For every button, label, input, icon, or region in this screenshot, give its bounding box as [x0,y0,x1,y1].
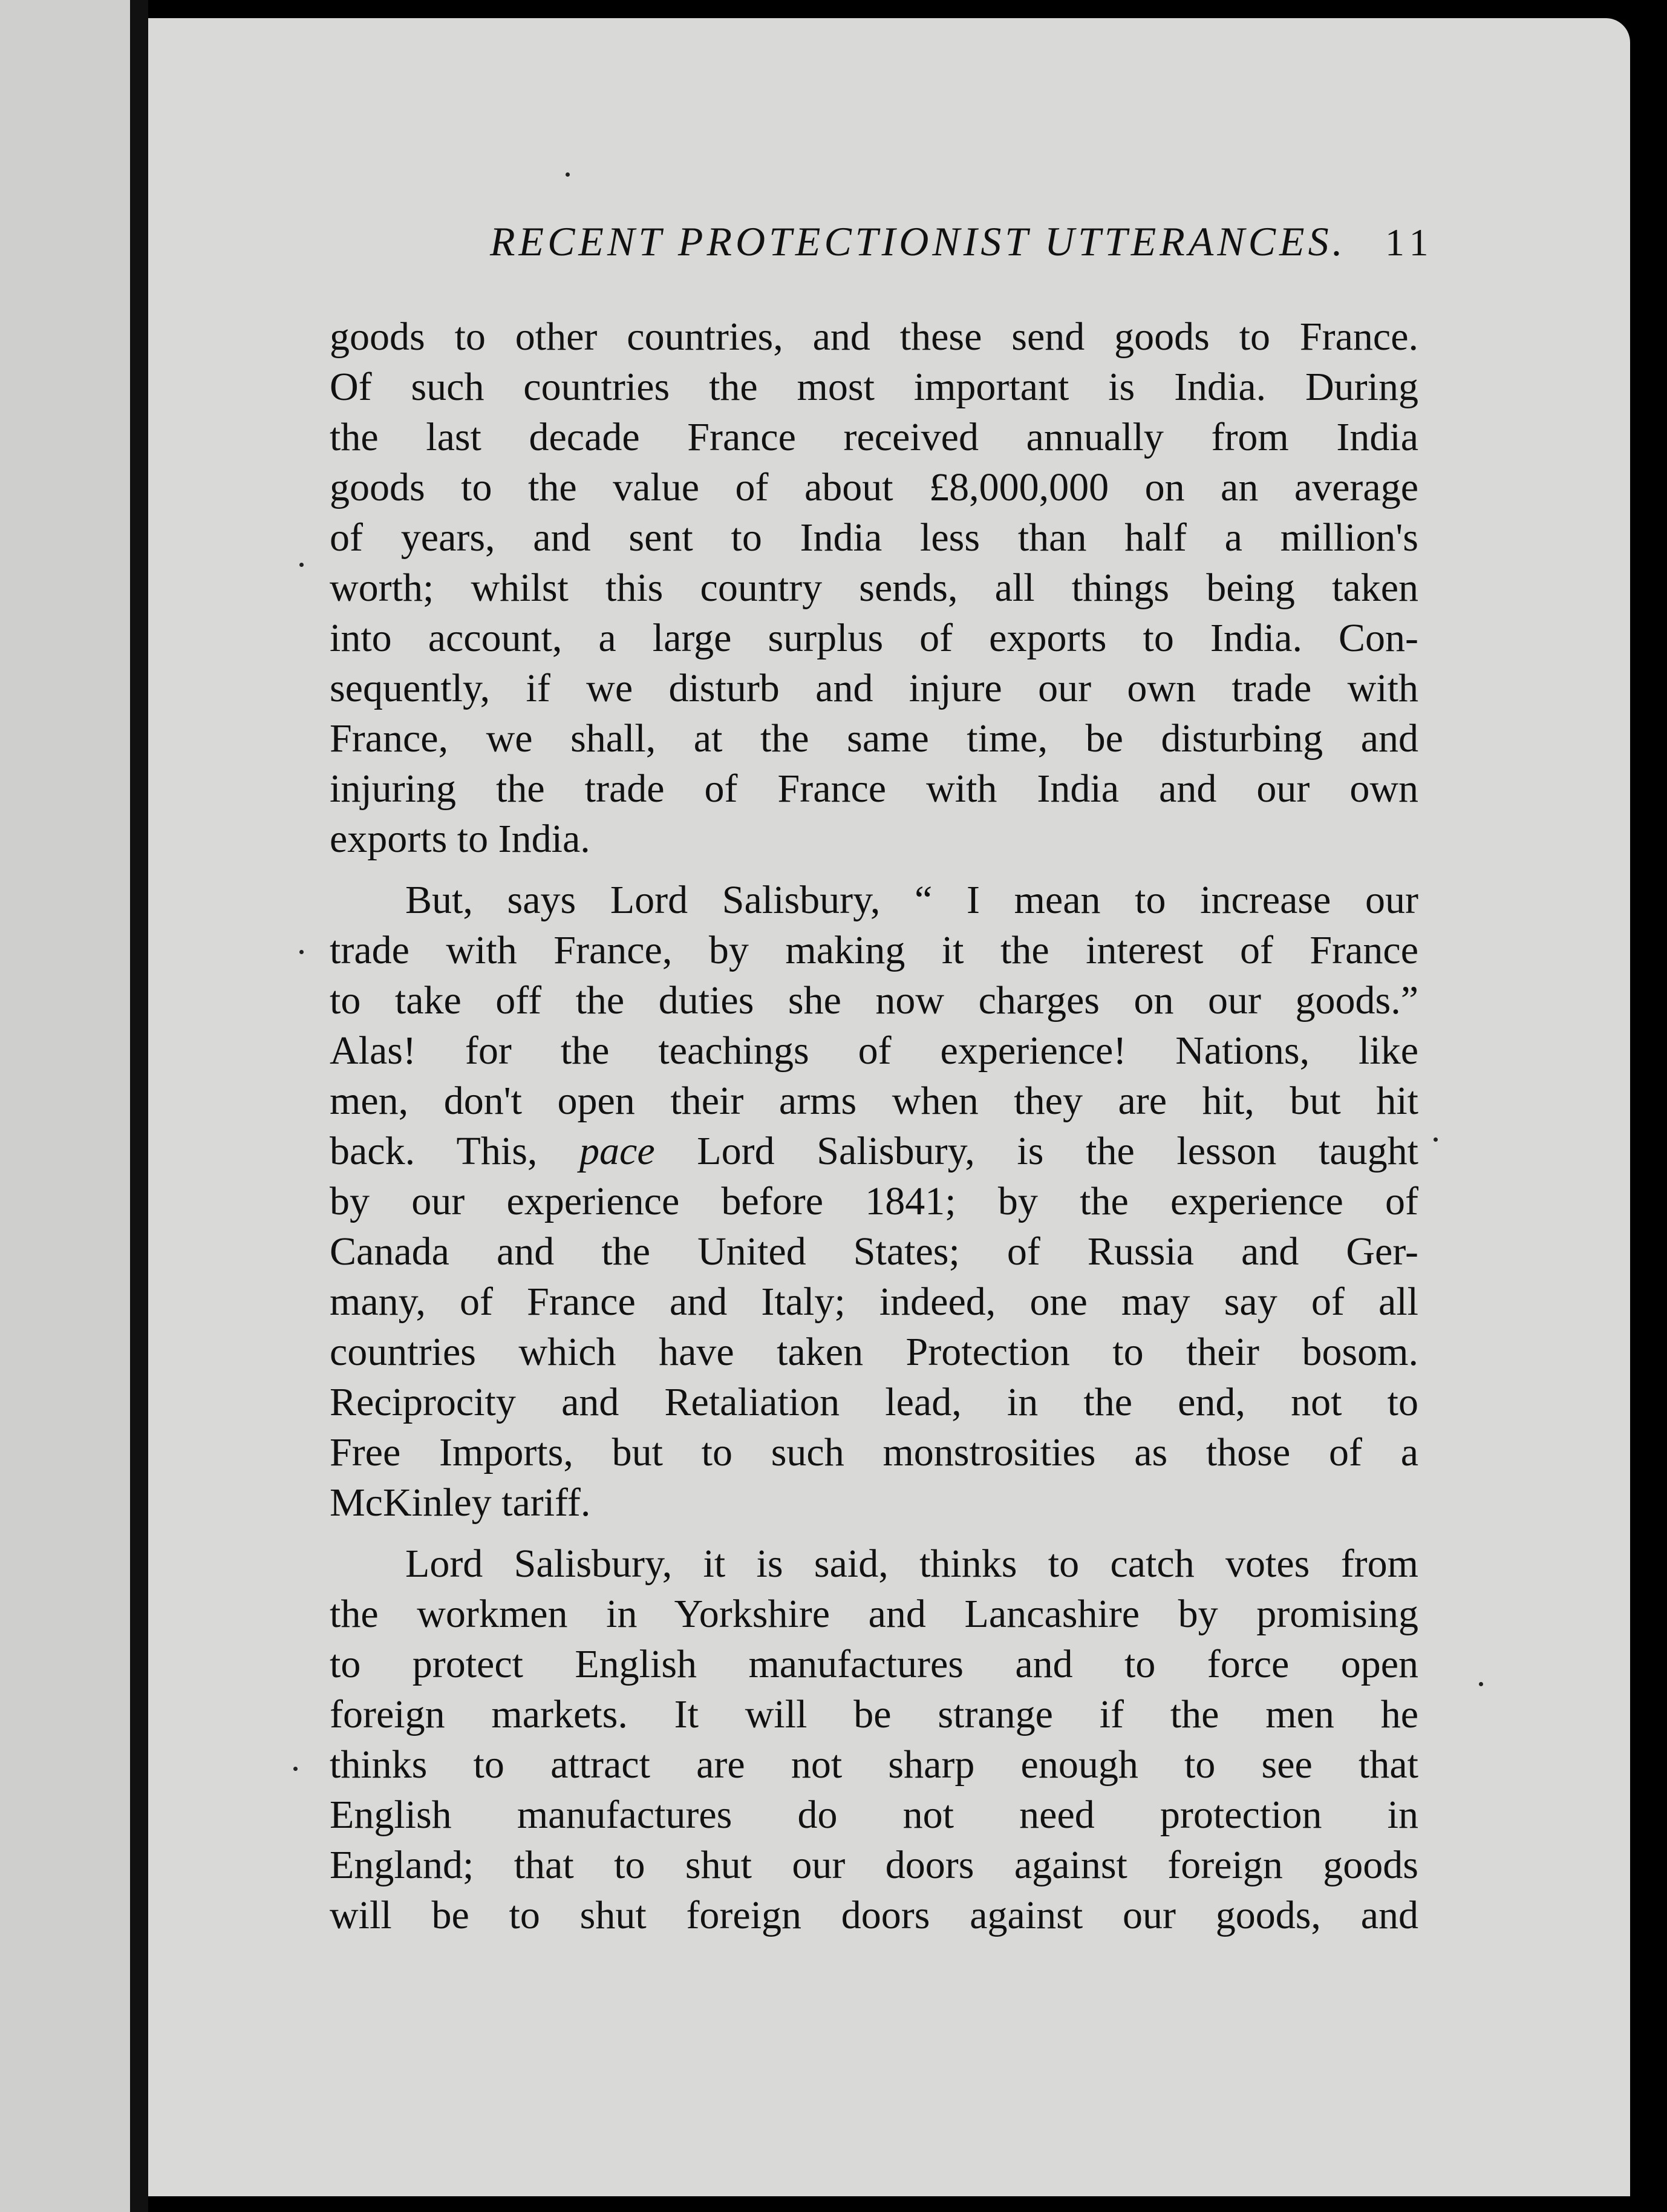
text-line: goods to other countries, and these send goods to France. [330,315,1418,359]
speck [293,1767,298,1771]
text-line: injuring the trade of France with India and our own [330,767,1418,811]
speck [566,172,570,177]
body-text [330,312,1418,1940]
text-line: to take off the duties she now charges on our goods.” [330,978,1418,1023]
text-line: But, says Lord Salisbury, “ I mean to increase our [405,878,1418,922]
text-line: Of such countries the most important is India. During [330,365,1418,409]
text-line: exports to India. [330,817,590,861]
text-line: men, don't open their arms when they are hit, but hit [330,1079,1418,1123]
text-line: to protect English manufactures and to force open [330,1642,1418,1686]
text-line: Canada and the United States; of Russia and Ger- [330,1229,1418,1274]
text-line: by our experience before 1841; by the experience of [330,1179,1418,1223]
text-line: France, we shall, at the same time, be disturbing and [330,716,1418,761]
text-line: Free Imports, but to such monstrosities as those of a [330,1430,1418,1474]
text-line: goods to the value of about £8,000,000 on an average [330,465,1418,509]
text-line: Lord Salisbury, it is said, thinks to catch votes from [405,1542,1418,1586]
text-line: trade with France, by making it the interest of France [330,928,1418,972]
speck [299,950,304,954]
text-line: back. This, pace Lord Salisbury, is the lesson taught [330,1129,1419,1173]
text-line: English manufactures do not need protection in [330,1793,1418,1837]
paragraph [330,1539,1418,1940]
text-line: Alas! for the teachings of experience! Nations, like [330,1029,1418,1073]
text-line: Reciprocity and Retaliation lead, in the end, not to [330,1380,1418,1424]
speck [299,563,304,567]
text-line: England; that to shut our doors against foreign goods [330,1843,1418,1887]
text-line: thinks to attract are not sharp enough to see that [330,1742,1418,1787]
text-line: the last decade France received annually from India [330,415,1418,459]
text-line: countries which have taken Protection to their bosom. [330,1330,1418,1374]
paragraph [330,312,1418,864]
running-head: RECENT PROTECTIONIST UTTERANCES. [490,218,1346,264]
text-line: into account, a large surplus of exports to India. Con- [330,616,1418,660]
paragraph [330,875,1418,1528]
book-spine [130,0,148,2212]
text-line: foreign markets. It will be strange if the men he [330,1692,1418,1736]
text-line: the workmen in Yorkshire and Lancashire by promising [330,1592,1418,1636]
text-line: worth; whilst this country sends, all things being taken [330,566,1418,610]
text-line: sequently, if we disturb and injure our own trade with [330,666,1418,710]
speck [1479,1682,1483,1686]
text-line: of years, and sent to India less than half a million's [330,515,1418,560]
page-header [490,218,1639,296]
text-line: many, of France and Italy; indeed, one may say of all [330,1280,1418,1324]
facing-page-edge [0,0,130,2212]
text-line: will be to shut foreign doors against our goods, and [330,1893,1418,1937]
text-line: McKinley tariff. [330,1481,591,1525]
speck [1434,1137,1438,1142]
page-number: 11 [1385,221,1435,264]
